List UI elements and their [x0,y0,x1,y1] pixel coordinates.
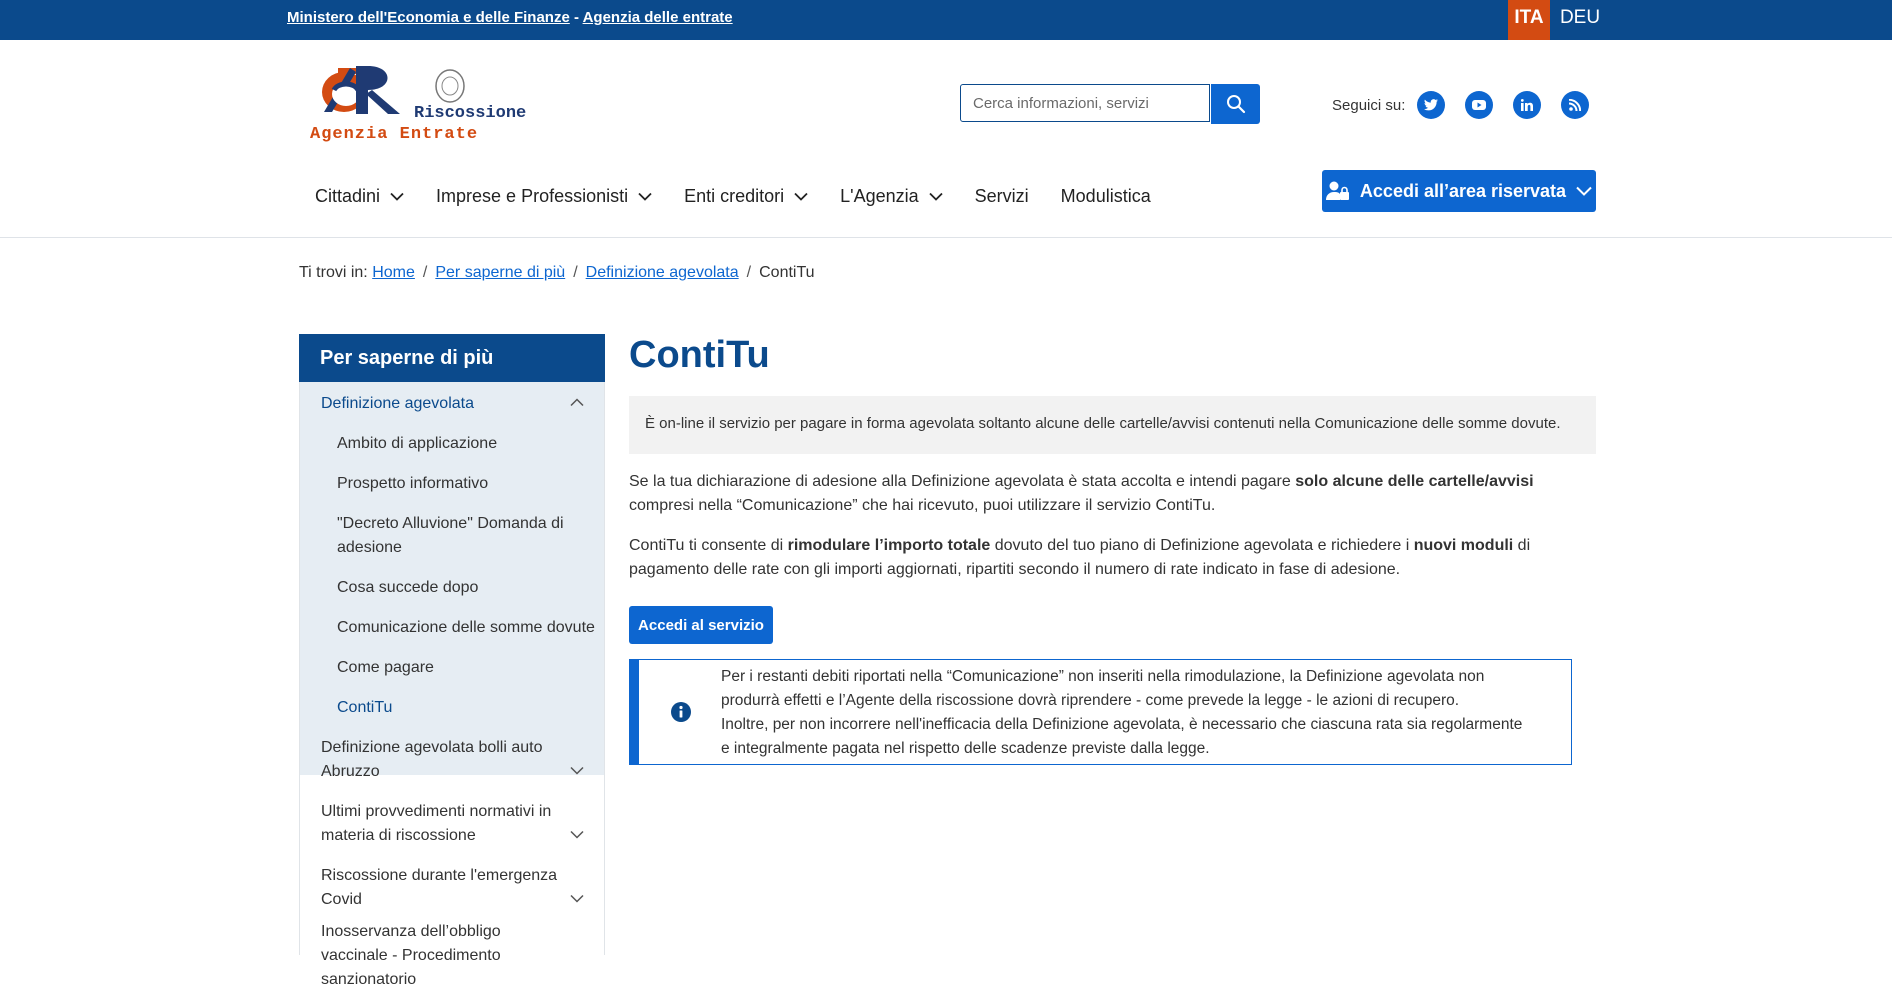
text: Se la tua dichiarazione di adesione alla Definizione agevolata è stata accolta e intendi pagare [629,473,1296,490]
chevron-down-icon [638,192,652,201]
sidebar-subitem-contitu[interactable]: ContiTu [337,699,393,716]
separator: - [569,9,583,26]
sidebar-subitem-comunicazione[interactable]: Comunicazione delle somme dovute [337,619,595,636]
chevron-down-icon[interactable] [570,766,584,775]
bold-text: nuovi moduli [1413,537,1514,554]
sidebar-subitem-decreto-alluvione[interactable]: "Decreto Alluvione" Domanda di adesione [337,515,564,556]
lang-deu-button[interactable]: DEU [1559,7,1601,28]
lang-ita-button[interactable]: ITA [1508,0,1550,40]
chevron-down-icon[interactable] [570,830,584,839]
text: compresi nella “Comunicazione” che hai ricevuto, puoi utilizzare il servizio ContiTu. [629,497,1216,514]
nav-agenzia[interactable] [840,186,943,207]
info-line-1: Per i restanti debiti riportati nella “Comunicazione” non inseriti nella rimodulazione, la Definizione agevolata non produrrà effetti e l’Agente della riscossione dovrà riprendere - come prevede la legge - le azioni di recupero. [721,668,1485,709]
logo-text-riscossione: Riscossione [414,104,527,123]
nav-label: Servizi [974,185,1029,206]
logo-text-agenzia: Agenzia Entrate [310,125,479,144]
access-service-button[interactable]: Accedi al servizio [629,606,773,644]
nav-label: L'Agenzia [840,185,919,206]
text: dovuto del tuo piano di Definizione agevolata e richiedere i [990,537,1414,554]
ministry-link[interactable]: Ministero dell'Economia e delle Finanze [287,9,570,26]
breadcrumb-home[interactable]: Home [372,264,415,281]
sidebar-subitem-prospetto[interactable]: Prospetto informativo [337,475,489,492]
breadcrumb [299,264,815,282]
chevron-down-icon [929,192,943,201]
breadcrumb-definizione[interactable]: Definizione agevolata [585,264,739,281]
sidebar-item-covid[interactable]: Riscossione durante l'emergenza Covid [321,867,558,908]
nav-imprese[interactable] [436,186,652,207]
nav-enti-creditori[interactable] [684,186,808,207]
header-divider [0,237,1892,238]
social-links [1332,90,1609,120]
nav-label: Enti creditori [684,185,785,206]
sidebar-title: Per saperne di più [299,334,605,382]
bold-text: solo alcune delle cartelle/avvisi [1295,473,1534,490]
reserved-area-label: Accedi all’area riservata [1359,180,1567,201]
page-title: ContiTu [629,334,770,376]
bold-text: rimodulare l’importo totale [787,537,991,554]
twitter-icon[interactable] [1417,91,1445,119]
nav-label: Imprese e Professionisti [436,185,629,206]
chevron-down-icon [390,192,404,201]
text: ContiTu ti consente di [629,537,788,554]
sidebar-subitem-cosa-succede[interactable]: Cosa succede dopo [337,579,479,596]
social-label: Seguici su: [1332,96,1406,114]
info-line-2: Inoltre, per non incorrere nell'inefficacia della Definizione agevolata, è necessario che ciascuna rata sia regolarmente e integralmente pagata nel rispetto delle scadenze previste dalla legge. [721,716,1523,757]
paragraph-2 [629,534,1579,582]
search-input[interactable] [960,84,1210,122]
search-icon [1226,94,1246,114]
search-button[interactable] [1211,84,1260,124]
info-icon [671,702,691,722]
nav-label: Cittadini [315,185,381,206]
nav-modulistica[interactable] [1061,186,1151,207]
intro-callout: È on-line il servizio per pagare in forma agevolata soltanto alcune delle cartelle/avvisi contenuti nella Comunicazione delle somme dovute. [629,396,1596,454]
paragraph-1 [629,470,1579,518]
nav-servizi[interactable] [975,186,1029,207]
chevron-down-icon[interactable] [570,894,584,903]
site-logo[interactable] [310,60,540,145]
sidebar-item-definizione-agevolata[interactable]: Definizione agevolata [321,395,474,412]
nav-cittadini[interactable] [315,186,404,207]
breadcrumb-separator: / [573,264,578,281]
sidebar-nav [299,334,605,988]
linkedin-icon[interactable] [1513,91,1541,119]
youtube-icon[interactable] [1465,91,1493,119]
chevron-down-icon [1576,186,1592,196]
rss-icon[interactable] [1561,91,1589,119]
reserved-area-button[interactable] [1322,170,1596,212]
agency-link[interactable]: Agenzia delle entrate [582,9,733,26]
sidebar-item-obbligo-vaccinale[interactable]: Inosservanza dell’obbligo vaccinale - Procedimento sanzionatorio [321,923,501,988]
user-lock-icon [1326,181,1350,201]
sidebar-item-provvedimenti[interactable]: Ultimi provvedimenti normativi in materia di riscossione [321,803,552,844]
text: di pagamento delle rate con gli importi aggiornati, ripartiti secondo il numero di rate indicato in fase di adesione. [629,537,1531,578]
info-box [629,659,1572,765]
top-bar [0,0,1892,40]
breadcrumb-separator: / [422,264,428,281]
search-bar [960,84,1260,124]
info-text [721,665,1531,761]
nav-label: Modulistica [1060,185,1151,206]
sidebar-subitem-ambito[interactable]: Ambito di applicazione [337,435,498,452]
chevron-up-icon[interactable] [570,398,584,407]
breadcrumb-current: ContiTu [759,264,815,281]
main-navigation [315,182,1183,210]
chevron-down-icon [794,192,808,201]
breadcrumb-separator: / [746,264,752,281]
sidebar-subitem-come-pagare[interactable]: Come pagare [337,659,434,676]
breadcrumb-per-saperne[interactable]: Per saperne di più [435,264,566,281]
breadcrumb-prefix: Ti trovi in: [299,264,368,281]
sidebar-item-bolli-auto[interactable]: Definizione agevolata bolli auto Abruzzo [321,739,543,780]
institution-links [287,9,733,26]
